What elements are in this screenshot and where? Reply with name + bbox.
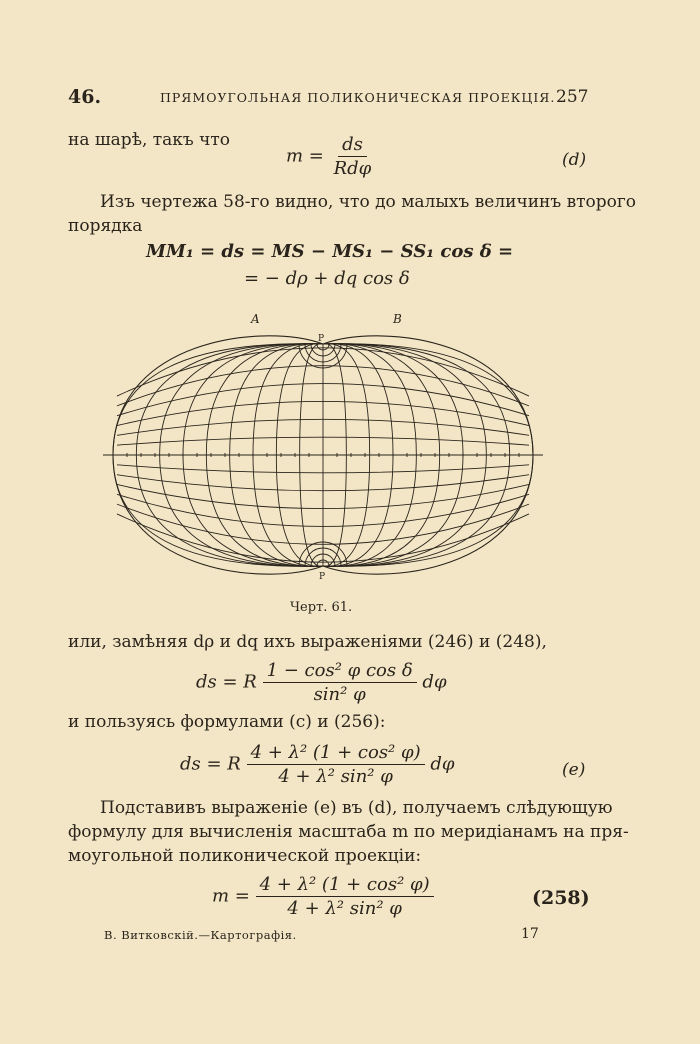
equation-258-fraction [256,874,434,919]
equation-d-numerator: ds [338,134,367,157]
footer-signature-number: 17 [521,926,539,942]
equation-258-numerator: 4 + λ² (1 + cos² φ) [256,874,434,897]
running-title: ПРЯМОУГОЛЬНАЯ ПОЛИКОНИЧЕСКАЯ ПРОЕКЦІЯ. [160,90,556,105]
equation-ds-1-lhs: ds = R [196,671,257,693]
equation-ds-1-tail: dφ [422,671,447,693]
figure-label-pole-top: P [318,334,325,344]
equation-e [180,742,455,787]
equation-258-denominator: 4 + λ² sin² φ [287,898,402,919]
equation-mm-line-1: MM₁ = ds = MS − MS₁ − SS₁ cos δ = [146,241,514,262]
figure-label-b: B [393,312,402,326]
paragraph-4-line-3: моугольной поликонической проекціи: [68,846,422,866]
section-number: 46. [68,86,102,108]
paragraph-4-line-2: формулу для вычисленія масштаба m по меридіанамъ на пря- [68,822,629,842]
page-number: 257 [556,87,589,107]
equation-e-denominator: 4 + λ² sin² φ [278,766,393,787]
equation-258 [212,874,434,919]
figure-label-a: A [251,312,260,326]
figure-caption: Черт. 61. [290,600,353,615]
equation-ds-1-fraction [263,660,417,705]
paragraph-2: или, замѣняя dρ и dq ихъ выраженіями (246) и (248), [68,632,547,652]
equation-258-label: (258) [532,887,590,909]
equation-e-numerator: 4 + λ² (1 + cos² φ) [247,742,425,765]
equation-e-fraction [247,742,425,787]
equation-d-label: (d) [562,150,587,170]
paragraph-1-line-2: порядка [68,216,143,236]
equation-ds-1-denominator: sin² φ [313,684,366,705]
equation-ds-1 [196,660,447,705]
equation-mm-line-2: = − dρ + dq cos δ [244,268,410,289]
paragraph-3: и пользуясь формулами (c) и (256): [68,712,386,732]
paragraph-1-line-1: Изъ чертежа 58-го видно, что до малыхъ величинъ второго [100,192,637,212]
equation-e-tail: dφ [430,753,455,775]
footer-author: В. Витковскій.—Картографія. [104,928,297,942]
polyconic-projection-figure [95,305,555,595]
equation-e-lhs: ds = R [180,753,241,775]
equation-258-lhs: m = [212,885,250,907]
text-line-1: на шарѣ, такъ что [68,130,231,150]
paragraph-4-line-1: Подставивъ выраженіе (e) въ (d), получаемъ слѣдующую [100,798,613,818]
equation-d-denominator: Rdφ [333,158,372,179]
equation-d-lhs: m = [286,145,324,167]
equation-d [286,134,375,179]
equation-d-fraction [330,134,376,179]
equation-ds-1-numerator: 1 − cos² φ cos δ [263,660,417,683]
figure-label-pole-bottom: P [319,572,326,582]
equation-e-label: (e) [562,760,586,780]
